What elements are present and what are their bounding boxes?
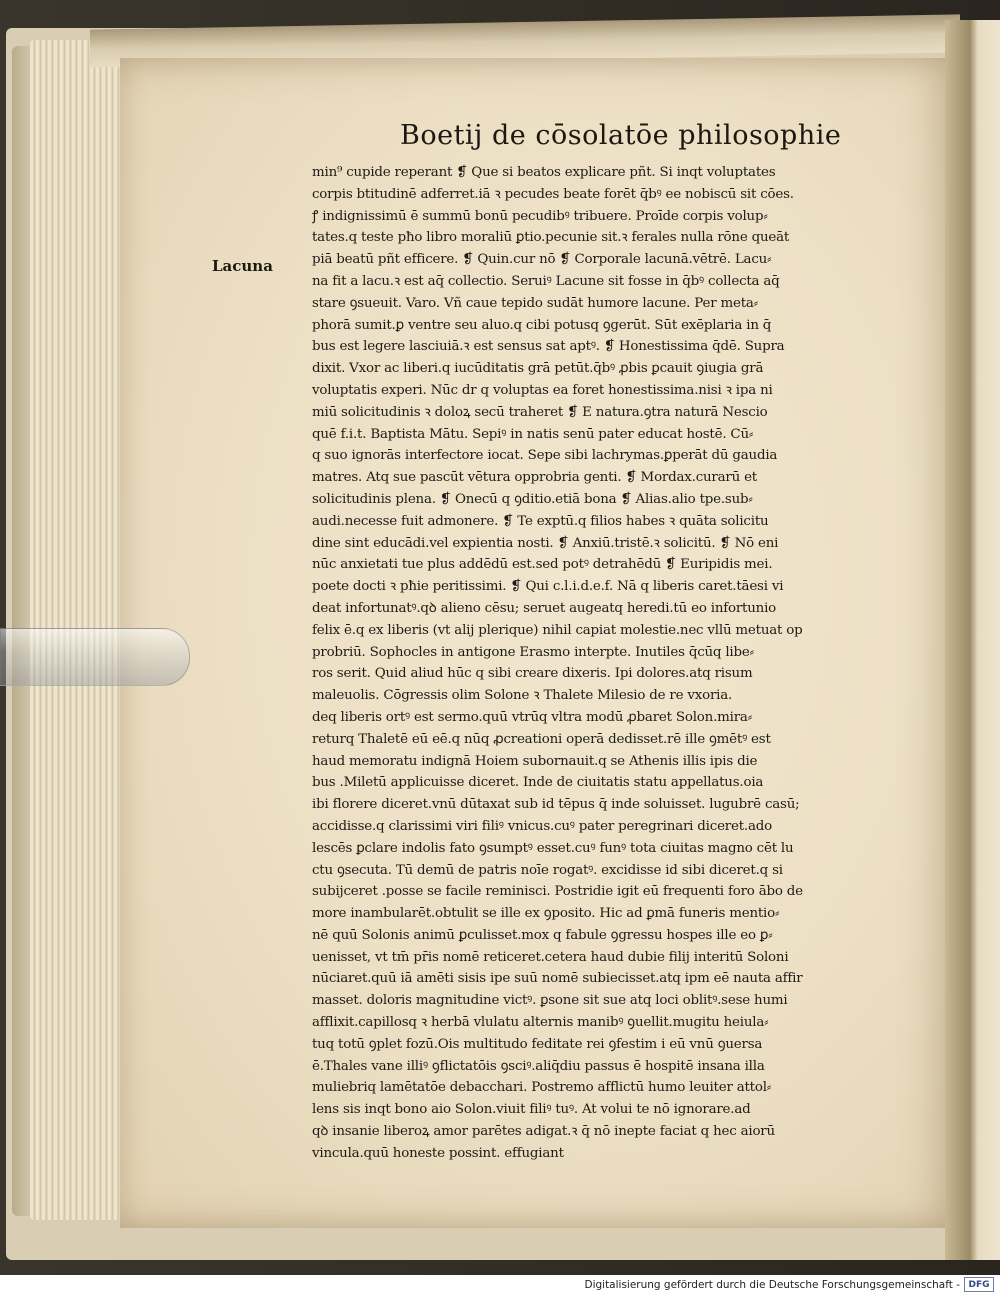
text-line: quē f.i.t. Baptista Mātu. Sepiꝰ in natis senū pater educat hostē. Cū⸗ — [312, 426, 754, 442]
text-line: dixit. Vxor ac liberi.q iucūditatis grā petūt.q̄bꝰ ꝓbis ꝑcauit ꝯiugia grā — [312, 361, 764, 377]
text-line: haud memoratu indignā Hoiem subornauit.q se Athenis illis ipis die — [312, 753, 758, 769]
text-line: poete docti ꝛ pħie peritissimi. ❡ Qui c.l.i.d.e.f. Nā q liberis caret.tāesi vi — [312, 579, 784, 595]
text-line: solicitudinis plena. ❡ Onecū q ꝯditio.etiā bona ❡ Alias.alio tpe.sub⸗ — [312, 491, 753, 507]
text-line: ꝭ indignissimū ē summū bonū pecudibꝰ tribuere. Proīde corpis volup⸗ — [312, 208, 768, 224]
text-line: ē.Thales vane illiꝰ ꝯflictatōis ꝯsciꝰ.aliq̄diu passus ē hospitē insana illa — [312, 1058, 765, 1074]
text-line: corpis btitudinē adferret.iā ꝛ pecudes beate forēt q̄bꝰ ee nobiscū sit cōes. — [312, 186, 794, 202]
body-text — [312, 162, 872, 1165]
text-line: uenisset, vt tm̄ pr̄is nomē reticeret.cetera haud dubie filij interitū Soloni — [312, 949, 789, 965]
text-line: ros serit. Quid aliud hūc q sibi creare dixeris. Ipi dolores.atq risum — [312, 666, 753, 682]
text-line: more inambularēt.obtulit se ille ex ꝯposito. Hic ad ꝑmā funeris mentio⸗ — [312, 906, 780, 922]
text-line: vincula.quū honeste possint. effugiant — [312, 1145, 564, 1161]
text-line: lens sis inqt bono aio Solon.viuit filiꝰ tuꝰ. At volui te nō ignorare.ad — [312, 1102, 751, 1118]
text-line: matres. Atq sue pascūt vētura opprobria genti. ❡ Mordax.curarū et — [312, 470, 757, 486]
text-line: tates.q teste pħo libro moraliū ꝑtio.pecunie sit.ꝛ ferales nulla rōne queāt — [312, 230, 790, 246]
text-line: stare ꝯsueuit. Varo. Vñ caue tepido sudāt humore lacune. Per meta⸗ — [312, 295, 758, 311]
book-gutter — [945, 20, 1000, 1260]
text-line: dine sint educādi.vel expientia nosti. ❡ Anxiū.tristē.ꝛ solicitū. ❡ Nō eni — [312, 535, 779, 551]
text-line: na fit a lacu.ꝛ est aq̄ collectio. Seruiꝰ Lacune sit fosse in q̄bꝰ collecta aq̄ — [312, 273, 780, 289]
text-line: piā beatū pñt efficere. ❡ Quin.cur nō ❡ Corporale lacunā.vētrē. Lacu⸗ — [312, 252, 772, 268]
text-line: deat infortunatꝰ.qꝺ alieno cēsu; seruet augeatq heredi.tū eo infortunio — [312, 600, 777, 616]
text-line: tuq totū ꝯplet fozū.Ois multitudo feditate rei ꝯfestim i eū vnū ꝯuersa — [312, 1036, 763, 1052]
text-line: maleuolis. Cōgressis olim Solone ꝛ Thalete Milesio de re vxoria. — [312, 688, 733, 704]
text-line: miū solicitudinis ꝛ doloꝝ secū traheret ❡ E natura.ꝯtra naturā Nescio — [312, 404, 768, 420]
text-line: nūciaret.quū iā amēti sisis ipe suū nomē subiecisset.atq ipm eē nauta affir — [312, 971, 803, 987]
text-line: muliebriq lamētatōe debacchari. Postremo afflictū humo leuiter attol⸗ — [312, 1080, 772, 1096]
text-line: nūc anxietati tue plus addēdū est.sed potꝰ detrahēdū ❡ Euripidis mei. — [312, 557, 773, 573]
text-line: phorā sumit.ꝑ ventre seu aluo.q cibi potusq ꝯgerūt. Sūt exēplaria in q̄ — [312, 317, 772, 333]
text-line: nē quū Solonis animū ꝑculisset.mox q fabule ꝯgressu hospes ille eo ꝑ⸗ — [312, 927, 773, 943]
text-line: deq liberis ortꝰ est sermo.quū vtrūq vltra modū ꝓbaret Solon.mira⸗ — [312, 709, 752, 725]
text-line: bus .Miletū applicuisse diceret. Inde de ciuitatis statu appellatus.oia — [312, 775, 764, 791]
text-line: afflixit.capillosq ꝛ herbā vlulatu alternis manibꝰ ꝯuellit.mugitu heiula⸗ — [312, 1015, 769, 1031]
text-line: returq Thaletē eū eē.q nūq ꝓcreationi operā dedisset.rē ille ꝯmētꝰ est — [312, 731, 771, 747]
text-line: felix ē.q ex liberis (vt alij plerique) nihil capiat molestie.nec vllū metuat op — [312, 622, 803, 638]
text-line: audi.necesse fuit admonere. ❡ Te exptū.q filios habes ꝛ quāta solicitu — [312, 513, 769, 529]
footer-credit: Digitalisierung gefördert durch die Deutsche Forschungsgemeinschaft - — [584, 1279, 960, 1291]
text-line: bus est legere lasciuiā.ꝛ est sensus sat aptꝰ. ❡ Honestissima q̄dē. Supra — [312, 339, 785, 355]
text-line: subijceret .posse se facile reminisci. Postridie igit eū frequenti foro ābo de — [312, 884, 803, 900]
text-line: min⁹ cupide reperant ❡ Que si beatos explicare pñt. Si inqt voluptates — [312, 165, 776, 180]
text-line: masset. doloris magnitudine victꝰ. ꝑsone sit sue atq loci oblitꝰ.sese humi — [312, 993, 788, 1009]
dfg-logo: DFG — [964, 1277, 994, 1292]
glass-weight-strip — [0, 628, 190, 686]
text-line: lescēs ꝑclare indolis fato ꝯsumptꝰ esset.cuꝰ funꝰ tota ciuitas magno cēt lu — [312, 840, 794, 856]
text-line: probriū. Sophocles in antigone Erasmo interpte. Inutiles q̄cūq libe⸗ — [312, 644, 754, 660]
marginal-note: Lacuna — [212, 257, 273, 275]
text-line: voluptatis experi. Nūc dr q voluptas ea foret honestissima.nisi ꝛ ipa ni — [312, 382, 773, 398]
text-line: q suo ignorās interfectore iocat. Sepe sibi lachrymas.ꝑperāt dū gaudia — [312, 448, 778, 464]
running-head: Boetij de cōsolatōe philosophie — [400, 120, 842, 151]
text-line: ctu ꝯsecuta. Tū demū de patris noīe rogatꝰ. excidisse id sibi diceret.q si — [312, 862, 783, 878]
text-line: qꝺ insanie liberoꝝ amor parētes adigat.ꝛ q̄ nō inepte faciat q hec aiorū — [312, 1124, 775, 1140]
text-line: accidisse.q clarissimi viri filiꝰ vnicus.cuꝰ pater peregrinari diceret.ado — [312, 818, 772, 834]
text-line: ibi florere diceret.vnū dūtaxat sub id tēpus q̄ inde soluisset. lugubrē casū; — [312, 797, 800, 813]
